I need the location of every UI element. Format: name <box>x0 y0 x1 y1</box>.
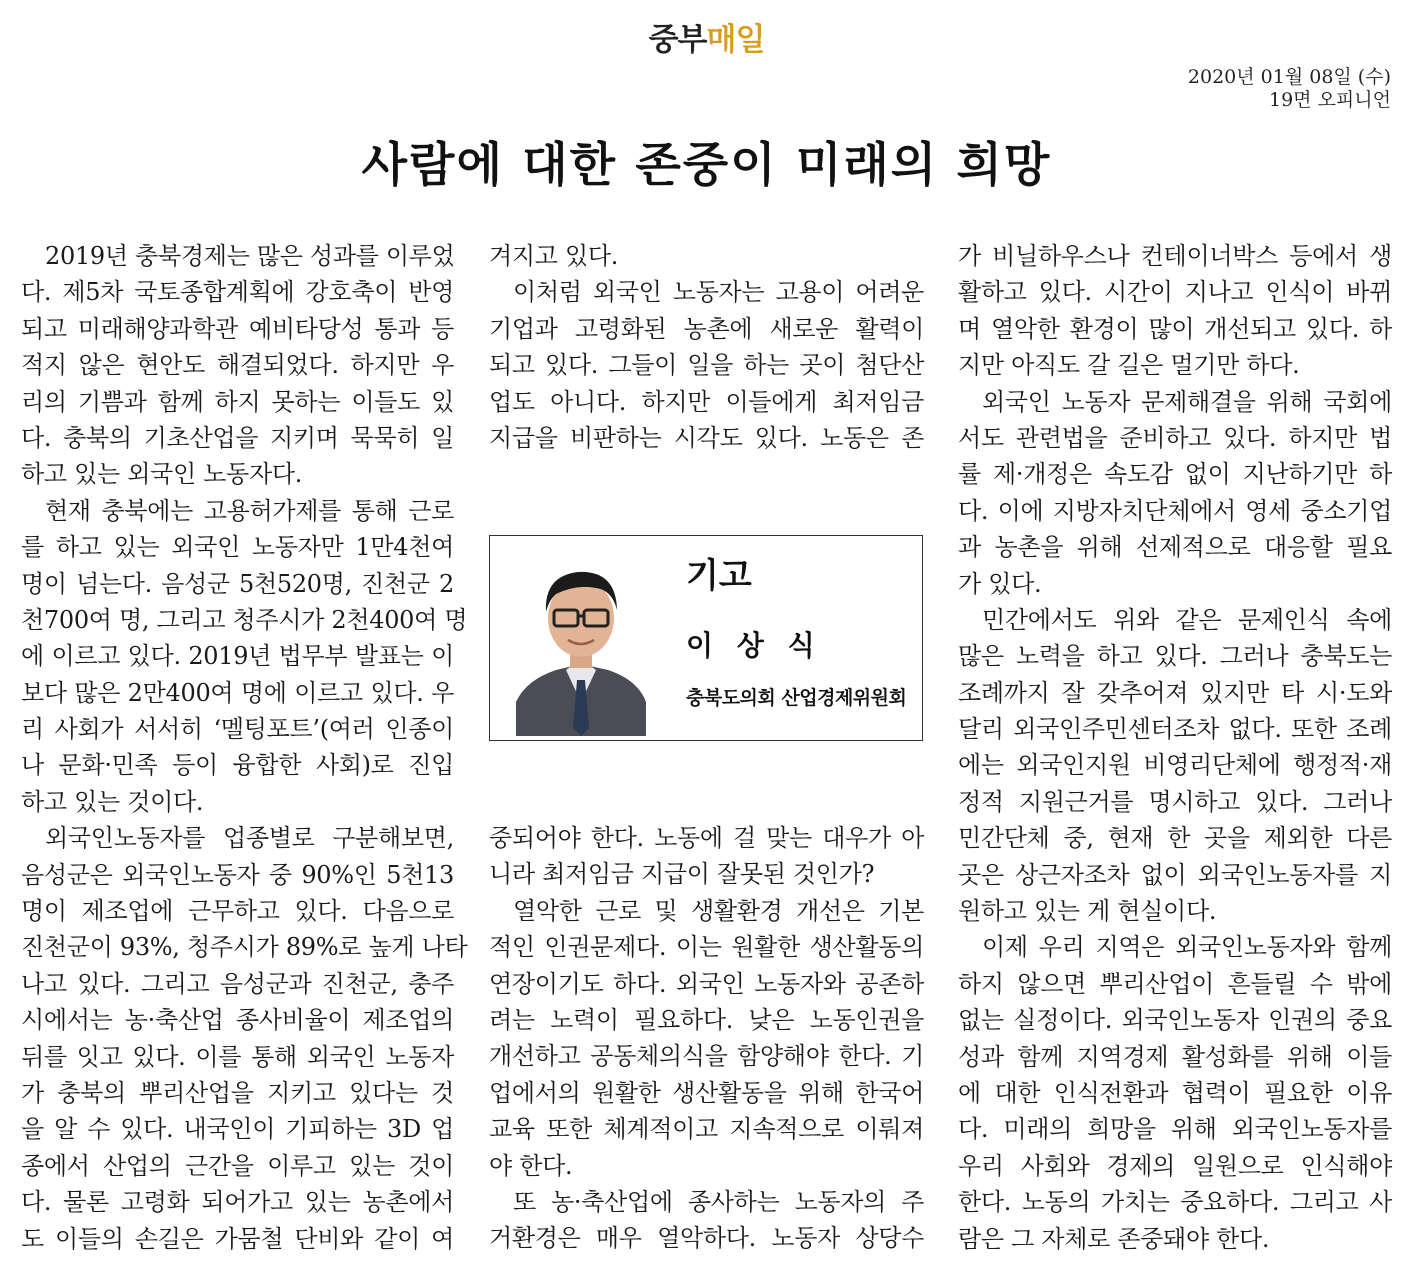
article-line: 며 열악한 환경이 많이 개선되고 있다. 하 <box>958 314 1392 343</box>
article-line: 과 농촌을 위해 선제적으로 대응할 필요 <box>958 533 1392 562</box>
publication-date: 2020년 01월 08일 (수) <box>1187 66 1391 88</box>
article-column-1 <box>21 238 468 1257</box>
article-line: 개선하고 공동체의식을 함양해야 한다. 기 <box>489 1042 924 1071</box>
article-line: 없는 실정이다. 외국인노동자 인권의 중요 <box>958 1006 1392 1035</box>
article-line: 열악한 근로 및 생활환경 개선은 기본 <box>513 896 924 925</box>
masthead-part2: 매일 <box>706 22 765 58</box>
article-line: 한다. 노동의 가치는 중요하다. 그리고 사 <box>958 1188 1392 1217</box>
column-type-label: 기고 <box>686 556 752 596</box>
article-line: 2019년 충북경제는 많은 성과를 이루었 <box>45 242 455 270</box>
article-line: 지만 아직도 갈 길은 멀기만 하다. <box>958 351 1300 380</box>
article-line: 음성군은 외국인노동자 중 90%인 5천13 <box>21 860 454 889</box>
article-line: 에는 외국인지원 비영리단체에 행정적·재 <box>958 751 1392 780</box>
article-line: 교육 또한 체계적이고 지속적으로 이뤄져 <box>489 1115 924 1144</box>
author-affiliation: 충북도의회 산업경제위원회 <box>686 687 907 709</box>
article-line: 시에서는 농·축산업 종사비율이 제조업의 <box>21 1006 454 1035</box>
article-line: 다. 물론 고령화 되어가고 있는 농촌에서 <box>21 1188 454 1217</box>
article-line: 활하고 있다. 시간이 지나고 인식이 바뀌 <box>958 278 1392 307</box>
article-line: 겨지고 있다. <box>489 242 619 270</box>
article-line: 업도 아니다. 하지만 이들에게 최저임금 <box>489 387 924 416</box>
article-line: 명이 넘는다. 음성군 5천520명, 진천군 2 <box>21 569 454 598</box>
article-line: 를 하고 있는 외국인 노동자만 1만4천여 <box>21 533 454 562</box>
article-line: 명이 제조업에 근무하고 있다. 다음으로 <box>21 897 454 926</box>
article-line: 민간단체 중, 현재 한 곳을 제외한 다른 <box>958 824 1392 853</box>
article-line: 가 충북의 뿌리산업을 지키고 있다는 것 <box>21 1078 454 1107</box>
author-name: 이 상 식 <box>686 629 822 662</box>
article-line: 우리 사회와 경제의 일원으로 인식해야 <box>958 1151 1392 1180</box>
article-line: 에 이르고 있다. 2019년 법무부 발표는 이 <box>21 642 454 671</box>
byline-box <box>489 535 923 741</box>
article-line: 많은 노력을 하고 있다. 그러나 충북도는 <box>958 642 1392 671</box>
article-line: 나 문화·민족 등이 융합한 사회)로 진입 <box>21 751 454 780</box>
article-line: 가 비닐하우스나 컨테이너박스 등에서 생 <box>958 242 1392 270</box>
article-line: 원하고 있는 게 현실이다. <box>958 897 1217 926</box>
article-line: 람은 그 자체로 존중돼야 한다. <box>958 1224 1270 1253</box>
article-line: 률 제·개정은 속도감 없이 지난하기만 하 <box>958 460 1392 489</box>
article-line: 이제 우리 지역은 외국인노동자와 함께 <box>982 933 1392 962</box>
article-line: 적지 않은 현안도 해결되었다. 하지만 우 <box>21 351 454 380</box>
article-line: 중되어야 한다. 노동에 걸 맞는 대우가 아 <box>489 824 924 852</box>
article-line: 또 농·축산업에 종사하는 노동자의 주 <box>513 1187 924 1216</box>
article-line: 보다 많은 2만400여 명에 이르고 있다. 우 <box>21 678 454 707</box>
article-line: 진천군이 93%, 청주시가 89%로 높게 나타 <box>21 933 468 962</box>
article-line: 되고 미래해양과학관 예비타당성 통과 등 <box>21 314 454 343</box>
article-line: 리 사회가 서서히 ‘멜팅포트’(여러 인종이 <box>21 715 454 744</box>
article-line: 정적 지원근거를 명시하고 있다. 그러나 <box>958 787 1392 816</box>
article-line: 다. 제5차 국토종합계획에 강호축이 반영 <box>21 278 454 307</box>
article-line: 나고 있다. 그리고 음성군과 진천군, 충주 <box>21 969 454 998</box>
article-line: 기업과 고령화된 농촌에 새로운 활력이 <box>489 314 924 343</box>
masthead-part1: 중부 <box>648 22 707 58</box>
newspaper-masthead <box>0 14 1413 59</box>
article-line: 려는 노력이 필요하다. 낮은 노동인권을 <box>489 1005 924 1034</box>
article-line: 야 한다. <box>489 1151 573 1180</box>
article-column-2-bottom <box>489 820 924 1257</box>
article-line: 에 대한 인식전환과 협력이 필요한 이유 <box>958 1078 1392 1107</box>
article-line: 을 알 수 있다. 내국인이 기피하는 3D 업 <box>21 1115 454 1144</box>
article-line: 외국인 노동자 문제해결을 위해 국회에 <box>982 387 1392 416</box>
author-photo <box>516 552 646 736</box>
article-line: 지급을 비판하는 시각도 있다. 노동은 존 <box>489 423 924 452</box>
article-column-3 <box>958 238 1392 1257</box>
article-line: 하고 있는 외국인 노동자다. <box>21 460 303 489</box>
article-line: 리의 기쁨과 함께 하지 못하는 이들도 있 <box>21 387 454 416</box>
article-line: 성과 함께 지역경제 활성화를 위해 이들 <box>958 1042 1392 1071</box>
article-line: 다. 충북의 기초산업을 지키며 묵묵히 일 <box>21 423 454 452</box>
article-line: 민간에서도 위와 같은 문제인식 속에 <box>982 605 1392 634</box>
article-line: 현재 충북에는 고용허가제를 통해 근로 <box>45 496 454 525</box>
dateline <box>1188 66 1391 112</box>
article-line: 달리 외국인주민센터조차 없다. 또한 조례 <box>958 715 1392 744</box>
article-line: 다. 이에 지방자치단체에서 영세 중소기업 <box>958 496 1392 525</box>
article-line: 뒤를 잇고 있다. 이를 통해 외국인 노동자 <box>21 1042 454 1071</box>
article-column-2-top <box>489 238 924 456</box>
article-line: 하고 있는 것이다. <box>21 787 204 816</box>
article-headline: 사람에 대한 존중이 미래의 희망 <box>361 138 1052 193</box>
page-section: 19면 오피니언 <box>1269 89 1391 111</box>
article-line: 가 있다. <box>958 569 1042 598</box>
article-line: 니라 최저임금 지급이 잘못된 것인가? <box>489 860 875 889</box>
article-line: 도 이들의 손길은 가뭄철 단비와 같이 여 <box>21 1224 454 1253</box>
article-line: 되고 있다. 그들이 일을 하는 곳이 첨단산 <box>489 351 924 380</box>
article-line: 서도 관련법을 준비하고 있다. 하지만 법 <box>958 423 1392 452</box>
article-line: 하지 않으면 뿌리산업이 흔들릴 수 밖에 <box>958 969 1392 998</box>
article-line: 업에서의 원활한 생산활동을 위해 한국어 <box>489 1078 924 1107</box>
article-line: 종에서 산업의 근간을 이루고 있는 것이 <box>21 1151 454 1180</box>
article-line: 조례까지 잘 갖추어져 있지만 타 시·도와 <box>958 678 1392 707</box>
article-line: 연장이기도 하다. 외국인 노동자와 공존하 <box>489 969 924 998</box>
article-line: 천700여 명, 그리고 청주시가 2천400여 명 <box>21 605 468 634</box>
article-line: 외국인노동자를 업종별로 구분해보면, <box>45 824 454 853</box>
article-line: 이처럼 외국인 노동자는 고용이 어려운 <box>513 278 924 307</box>
article-line: 거환경은 매우 열악하다. 노동자 상당수 <box>489 1224 924 1253</box>
article-line: 적인 인권문제다. 이는 원활한 생산활동의 <box>489 933 924 962</box>
article-line: 다. 미래의 희망을 위해 외국인노동자를 <box>958 1115 1392 1144</box>
article-line: 곳은 상근자조차 없이 외국인노동자를 지 <box>958 860 1392 889</box>
